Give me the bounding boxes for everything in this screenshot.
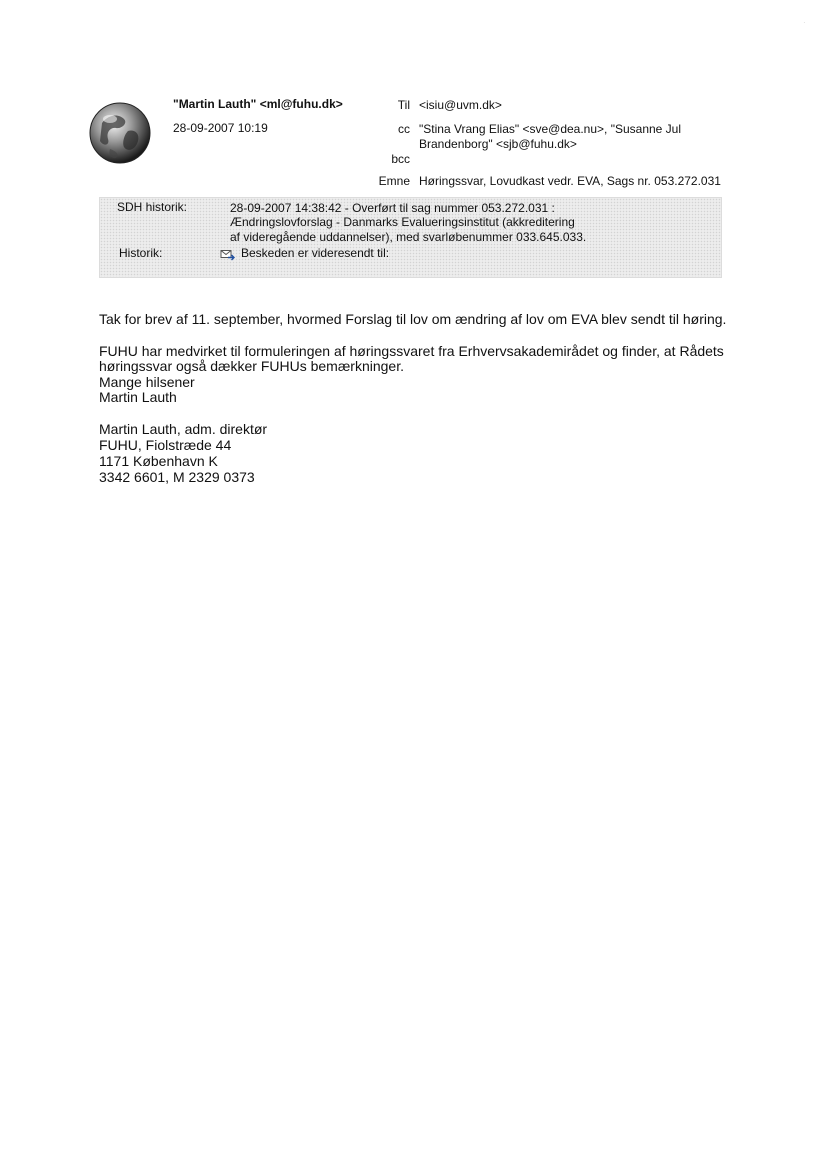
globe-icon	[88, 101, 152, 165]
body-closing-name: Martin Lauth	[99, 389, 177, 405]
signature-line-3: 1171 København K	[99, 453, 218, 469]
sender-name: "Martin Lauth" <ml@fuhu.dk>	[173, 97, 343, 111]
signature-line-2: FUHU, Fiolstræde 44	[99, 437, 232, 453]
forward-icon	[220, 248, 236, 260]
subject-label: Emne	[378, 174, 410, 188]
bcc-label: bcc	[391, 152, 410, 166]
history-label: Historik:	[119, 246, 163, 260]
history-forwarded-text: Beskeden er videresendt til:	[241, 246, 390, 260]
body-paragraph-2-line2: høringssvar også dækker FUHUs bemærkninger.	[99, 358, 404, 374]
sdh-history-label: SDH historik:	[117, 200, 188, 214]
cc-value-line2: Brandenborg" <sjb@fuhu.dk>	[419, 137, 577, 151]
corner-mark: ·	[803, 18, 806, 27]
sdh-history-line1: 28-09-2007 14:38:42 - Overført til sag nummer 053.272.031 :	[230, 201, 555, 215]
subject-value: Høringssvar, Lovudkast vedr. EVA, Sags nr. 053.272.031	[419, 174, 721, 188]
sdh-history-line2: Ændringslovforslag - Danmarks Evalueringsinstitut (akkreditering	[230, 215, 575, 229]
to-label: Til	[397, 98, 410, 112]
signature-line-4: 3342 6601, M 2329 0373	[99, 469, 255, 485]
signature-line-1: Martin Lauth, adm. direktør	[99, 421, 268, 437]
sender-date: 28-09-2007 10:19	[173, 121, 268, 135]
body-closing: Mange hilsener	[99, 374, 195, 390]
to-value: <isiu@uvm.dk>	[419, 98, 502, 112]
cc-value-line1: "Stina Vrang Elias" <sve@dea.nu>, "Susanne Jul	[419, 122, 682, 136]
body-paragraph-2-line1: FUHU har medvirket til formuleringen af høringssvaret fra Erhvervsakademirådet og finder, at Rådets	[99, 343, 724, 359]
sdh-history-line3: af videregående uddannelser), med svarløbenummer 033.645.033.	[230, 230, 587, 244]
cc-label: cc	[398, 122, 410, 136]
body-paragraph-1: Tak for brev af 11. september, hvormed Forslag til lov om ændring af lov om EVA blev sendt til høring.	[99, 311, 727, 327]
